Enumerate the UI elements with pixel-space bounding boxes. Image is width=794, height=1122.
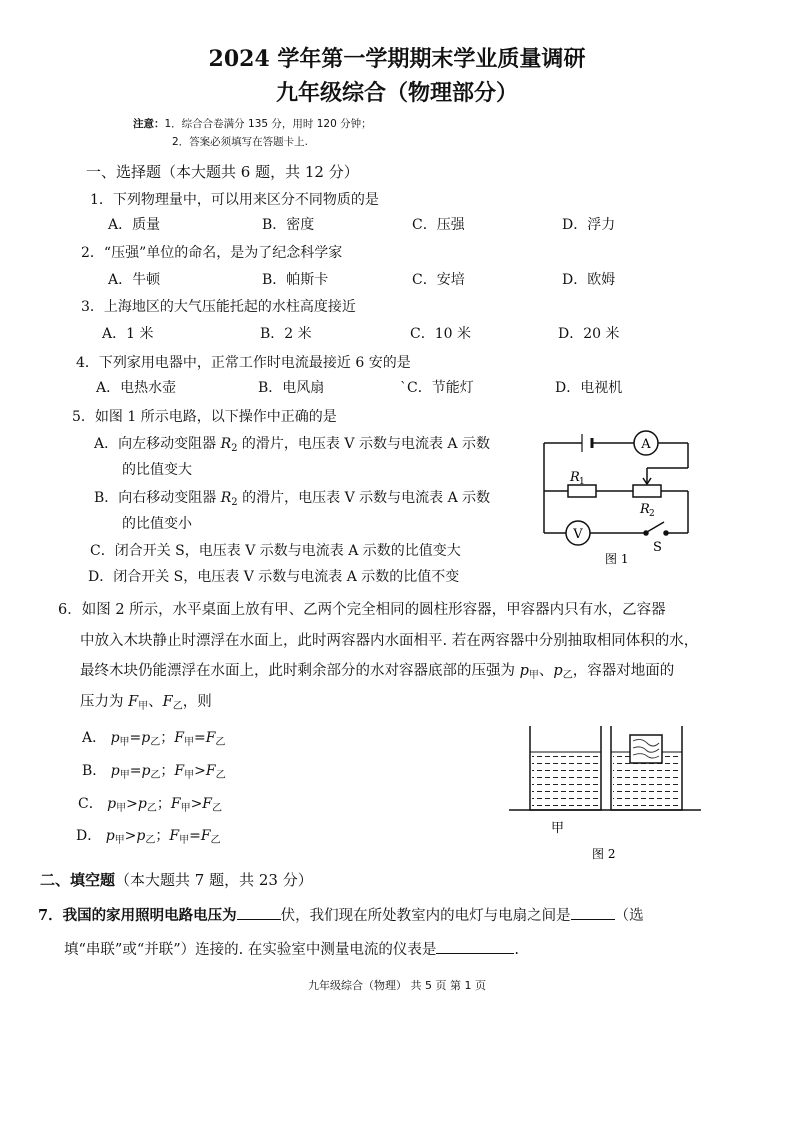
figure-1-circuit [530,425,705,575]
switch-contact [664,531,668,535]
q5-option-a-line2: 的比值变大 [122,462,192,478]
q2-option-b: B．帕斯卡 [262,272,329,288]
q4-option-d: D．电视机 [555,380,623,396]
notes-line1 [133,116,372,131]
switch-lever [647,522,664,532]
resistor-r2 [633,485,661,497]
q2-option-c: C．安培 [412,272,465,288]
q5-option-b-line1: B．向右移动变阻器 $R_2$ 的滑片，电压表 V 示数与电流表 A 示数 [94,490,491,508]
container-jia-label: 甲 [551,821,565,836]
section2-heading [40,869,313,890]
switch-label: S [653,540,662,555]
q4-option-c: `C．节能灯 [400,380,474,396]
q6-option-b: B． $p_甲=p_乙$；$F_甲>F_乙$ [82,763,226,781]
q3-option-a: A．1 米 [102,326,154,342]
q1-option-b: B．密度 [262,217,315,233]
q1-option-a: A．质量 [108,217,161,233]
question-6-line1: 6．如图 2 所示，水平桌面上放有甲、乙两个完全相同的圆柱形容器，甲容器内只有水，乙容器 [58,602,666,618]
r2-subscript: 2 [649,509,655,519]
q3-option-d: D．20 米 [558,326,620,342]
r1-label: R [570,470,580,485]
answer-blank-connection[interactable] [571,905,615,920]
q6-option-a: A． $p_甲=p_乙$；$F_甲=F_乙$ [82,730,226,748]
q5-option-c: C．闭合开关 S，电压表 V 示数与电流表 A 示数的比值变大 [90,543,461,559]
wood-block [630,735,662,763]
q6-option-c: C． $p_甲>p_乙$；$F_甲>F_乙$ [78,796,223,814]
page-footer: 九年级综合（物理） 共 5 页 第 1 页 [308,979,486,992]
exam-subtitle: 九年级综合（物理部分） [275,80,518,106]
q3-option-b: B．2 米 [260,326,312,342]
q2-option-a: A．牛顿 [108,272,161,288]
q5-option-d: D．闭合开关 S，电压表 V 示数与电流表 A 示数的比值不变 [88,569,460,585]
q5-option-a-line1: A．向左移动变阻器 $R_2$ 的滑片，电压表 V 示数与电流表 A 示数 [94,436,490,454]
r2-label: R [640,502,650,517]
notes-label: 注意： [133,118,165,130]
answer-blank-voltage[interactable] [237,905,281,920]
question-5-stem: 5．如图 1 所示电路，以下操作中正确的是 [72,409,337,425]
section1-title: 一、选择题 [86,163,162,181]
figure-2-caption: 图 2 [592,847,616,861]
question-3-stem: 3．上海地区的大气压能托起的水柱高度接近 [81,299,356,315]
answer-blank-instrument[interactable] [436,939,514,954]
section1-heading [86,161,359,182]
question-6-line4: 压力为 $F_甲$、$F_乙$，则 [80,694,212,712]
container-jia-water [532,752,599,810]
section2-title: 二、填空题 [40,871,116,889]
ammeter-label: A [641,437,651,452]
q4-option-b: B．电风扇 [258,380,325,396]
notes-text1: 1．综合合卷满分 135 分，用时 120 分钟； [164,118,372,130]
q5-option-b-line2: 的比值变小 [122,516,192,532]
voltmeter-label: V [573,527,583,542]
question-6-line3: 最终木块仍能漂浮在水面上，此时剩余部分的水对容器底部的压强为 $p_甲$、$p_乙$，容器对地面的 [80,663,675,681]
section2-info: （本大题共 7 题，共 23 分） [115,871,313,889]
question-2-stem: 2．“压强”单位的命名，是为了纪念科学家 [81,245,343,261]
notes-line2: 2．答案必须填写在答题卡上. [172,136,309,148]
question-1-stem: 1．下列物理量中，可以用来区分不同物质的是 [90,192,379,208]
q3-option-c: C．10 米 [410,326,471,342]
r1-subscript: 1 [579,477,585,487]
section1-info: （本大题共 6 题，共 12 分） [161,163,359,181]
q6-option-d: D． $p_甲>p_乙$；$F_甲=F_乙$ [76,828,221,846]
q4-option-a: A．电热水壶 [96,380,177,396]
question-7-line2: 填“串联”或“并联”）连接的. 在实验室中测量电流的仪表是 . [64,938,519,959]
figure-1-caption: 图 1 [605,552,629,566]
q2-option-d: D．欧姆 [562,272,616,288]
figure-2-containers [505,718,705,866]
question-4-stem: 4．下列家用电器中，正常工作时电流最接近 6 安的是 [76,355,411,371]
q1-option-c: C．压强 [412,217,465,233]
exam-title: 2024 学年第一学期期末学业质量调研 [208,46,586,72]
q1-option-d: D．浮力 [562,217,616,233]
question-7-line1: 7．我国的家用照明电路电压为 伏，我们现在所处教室内的电灯与电扇之间是 （选 [38,907,644,924]
question-6-line2: 中放入木块静止时漂浮在水面上，此时两容器内水面相平. 若在两容器中分别抽取相同体积的水， [80,633,699,649]
